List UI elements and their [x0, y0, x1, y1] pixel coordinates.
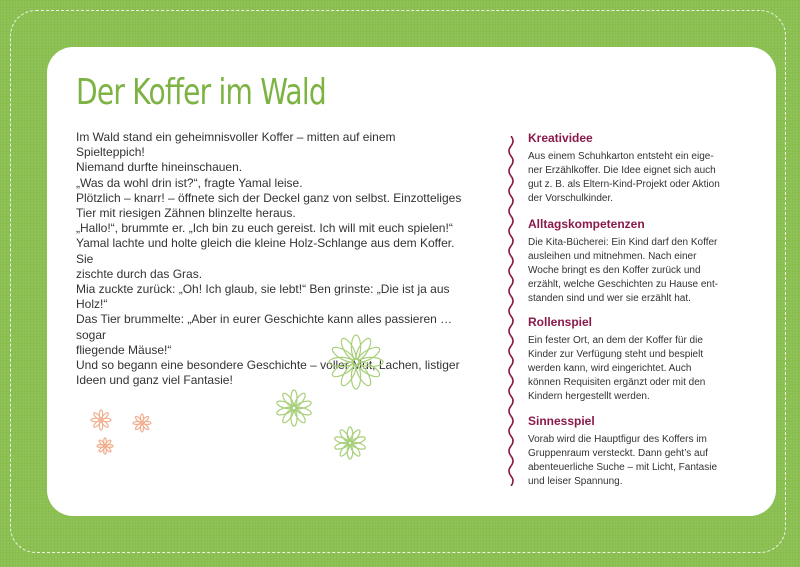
wavy-divider-line: [506, 136, 516, 486]
sidebar-section-rollenspiel: [528, 315, 728, 404]
section-line: Ein fester Ort, an dem der Koffer für die: [528, 335, 703, 346]
section-heading: Rollenspiel: [528, 315, 593, 329]
section-line: Aus einem Schuhkarton entsteht ein eige-: [528, 151, 714, 162]
section-line: abenteuerliche Suche – mit Licht, Fantasie: [528, 462, 717, 473]
section-line: Kinder zur Verfügung steht und bespielt: [528, 349, 704, 360]
section-line: der Vorschulkinder.: [528, 193, 614, 204]
sidebar-section-alltagskompetenzen: [528, 217, 728, 306]
story-line: fliegende Mäuse!“: [76, 342, 172, 357]
section-line: ausleihen und mitnehmen. Nach einer: [528, 251, 697, 262]
section-line: Kindern hergestellt werden.: [528, 391, 650, 402]
section-line: Woche bringt es den Koffer zurück und: [528, 265, 701, 276]
story-line: Im Wald stand ein geheimnisvoller Koffer – mitten auf einem Spielteppich!: [76, 130, 396, 160]
story-line: Und so begann eine besondere Geschichte – voller Mut, Lachen, listiger: [76, 358, 460, 373]
section-heading: Sinnesspiel: [528, 414, 595, 428]
section-heading: Alltagskompetenzen: [528, 217, 645, 231]
section-line: werden kann, wird eingerichtet. Auch: [528, 363, 692, 374]
story-line: Ideen und ganz viel Fantasie!: [76, 373, 233, 388]
story-line: Das Tier brummelte: „Aber in eurer Geschichte kann alles passieren … sogar: [76, 312, 453, 342]
sidebar-section-sinnesspiel: [528, 414, 728, 489]
story-text: [76, 130, 466, 388]
story-line: Tier mit riesigen Zähnen blinzelte heraus.: [76, 206, 296, 221]
section-line: Die Kita-Bücherei: Ein Kind darf den Koffer: [528, 237, 718, 248]
story-line: „Hallo!“, brummte er. „Ich bin zu euch gereist. Ich will mit euch spielen!“: [76, 221, 453, 236]
section-line: gut z. B. als Eltern-Kind-Projekt oder Aktion: [528, 179, 720, 190]
story-line: Plötzlich – knarr! – öffnete sich der Deckel ganz von selbst. Einzotteliges: [76, 190, 462, 205]
section-line: ner Erzählkoffer. Die Idee eignet sich auch: [528, 165, 716, 176]
section-line: Gruppenraum versteckt. Dann geht’s auf: [528, 448, 708, 459]
page-title: Der Koffer im Wald: [76, 72, 326, 113]
section-line: erzählt, welche Geschichten zu Hause ent-: [528, 279, 719, 290]
section-line: und leiser Spannung.: [528, 476, 623, 487]
story-line: Mia zuckte zurück: „Oh! Ich glaub, sie lebt!“ Ben grinste: „Die ist ja aus Holz!“: [76, 282, 450, 312]
story-line: Niemand durfte hineinschauen.: [76, 160, 243, 175]
story-line: Yamal lachte und holte gleich die kleine Holz-Schlange aus dem Koffer. Sie: [76, 236, 455, 266]
story-line: zischte durch das Gras.: [76, 266, 203, 281]
story-line: „Was da wohl drin ist?“, fragte Yamal leise.: [76, 175, 303, 190]
section-line: standen sind und wer sie erzählt hat.: [528, 293, 691, 304]
section-heading: Kreatividee: [528, 131, 593, 145]
sidebar-section-kreatividee: [528, 131, 728, 206]
section-line: Vorab wird die Hauptfigur des Koffers im: [528, 434, 707, 445]
section-line: können Requisiten ergänzt oder mit den: [528, 377, 706, 388]
